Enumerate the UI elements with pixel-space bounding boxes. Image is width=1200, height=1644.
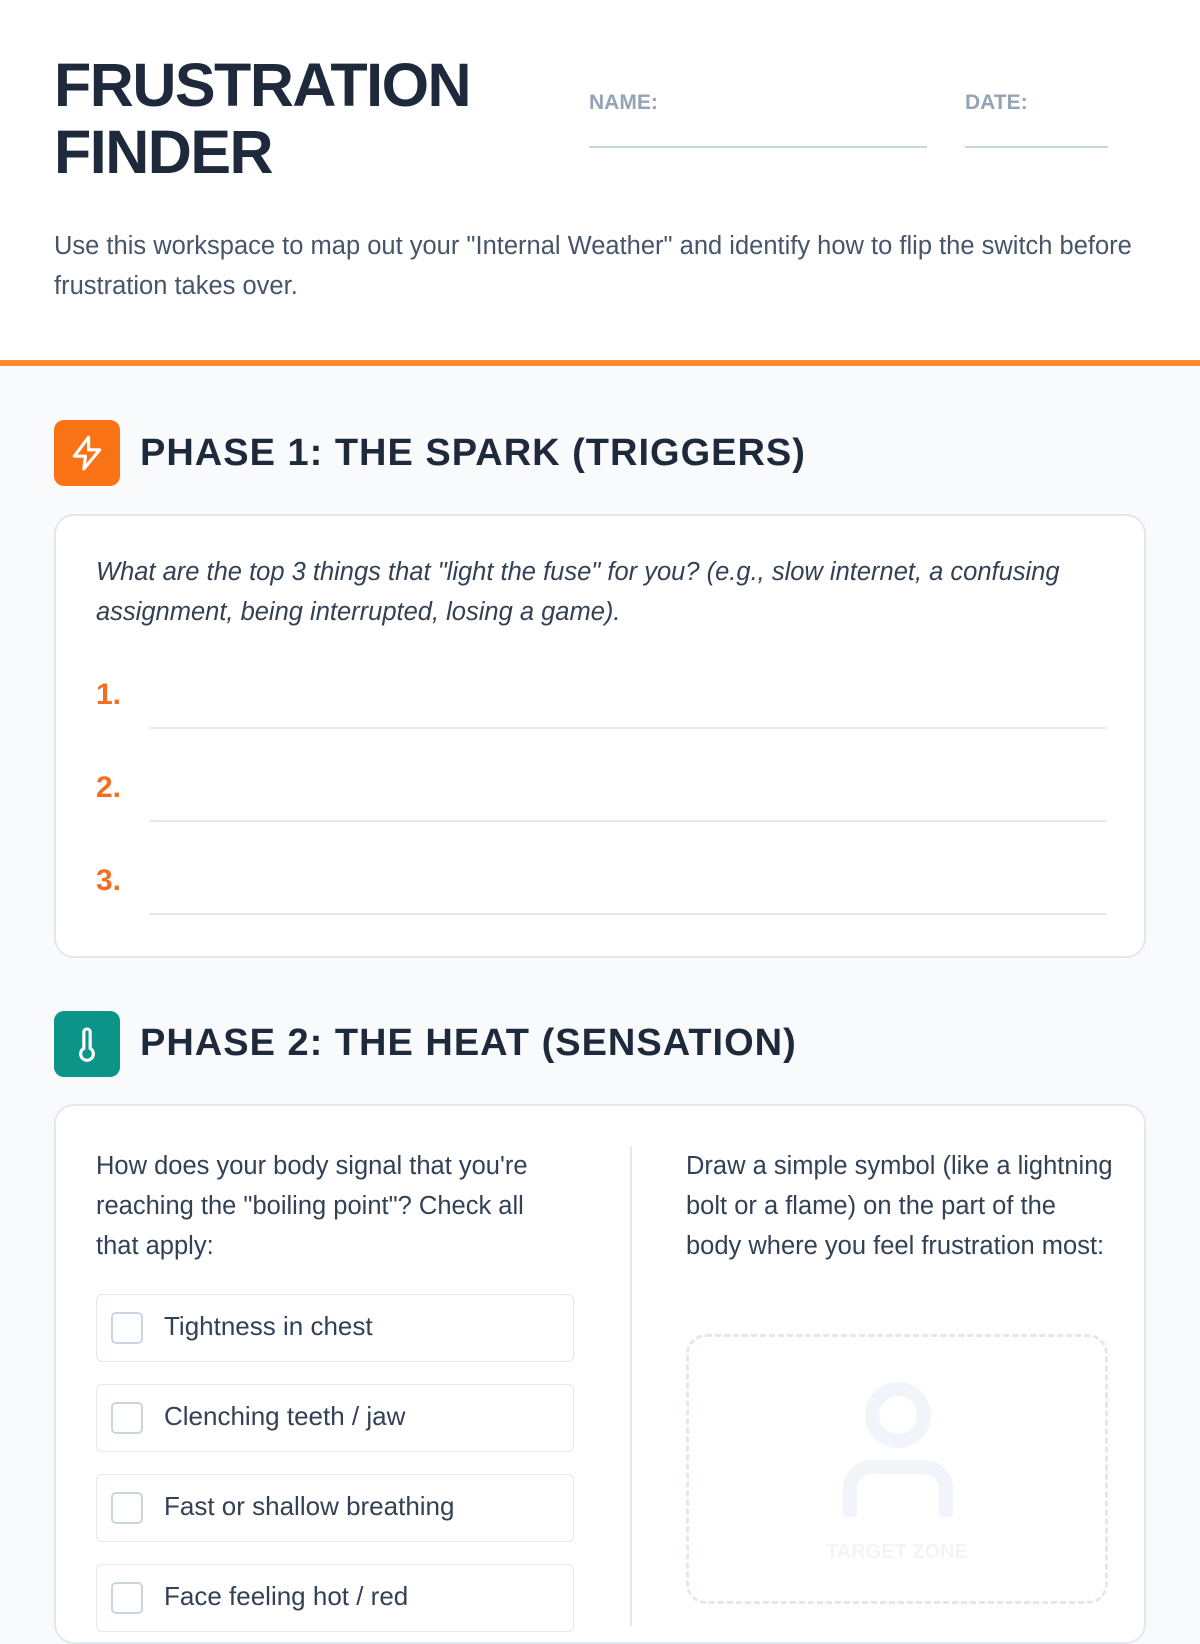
- lightning-bolt-icon: [54, 420, 120, 486]
- trigger-answer-3[interactable]: [150, 913, 1106, 915]
- checklist-item[interactable]: [96, 1564, 574, 1632]
- trigger-answer-1[interactable]: [150, 727, 1106, 729]
- phase2-card: [54, 1104, 1146, 1644]
- phase1-title: PHASE 1: THE SPARK (TRIGGERS): [140, 432, 806, 474]
- worksheet-header: [0, 0, 1200, 366]
- phase1-card: [54, 514, 1146, 958]
- trigger-number-1: 1.: [96, 678, 122, 711]
- worksheet-title: FRUSTRATION FINDER: [54, 51, 471, 186]
- phase2-title: PHASE 2: THE HEAT (SENSATION): [140, 1022, 797, 1064]
- trigger-answer-2[interactable]: [150, 820, 1106, 822]
- thermometer-icon: [54, 1011, 120, 1077]
- target-zone-drawing-area[interactable]: [686, 1334, 1108, 1604]
- name-field[interactable]: [589, 146, 927, 148]
- checklist-item[interactable]: [96, 1294, 574, 1362]
- intro-text: Use this workspace to map out your "Internal Weather" and identify how to flip the switch before frustration takes over.: [54, 232, 1132, 300]
- checklist-label: Clenching teeth / jaw: [164, 1401, 406, 1431]
- checklist-item[interactable]: [96, 1384, 574, 1452]
- person-icon: [843, 1381, 953, 1517]
- phase1-prompt: What are the top 3 things that "light the fuse" for you? (e.g., slow internet, a confusing assignment, being interrupted, losing a game).: [96, 558, 1060, 626]
- phase2-right-prompt: Draw a simple symbol (like a lightning bolt or a flame) on the part of the body where you feel frustration most:: [686, 1152, 1113, 1260]
- checkbox[interactable]: [111, 1312, 143, 1344]
- checkbox[interactable]: [111, 1402, 143, 1434]
- date-field[interactable]: [965, 146, 1108, 148]
- checkbox[interactable]: [111, 1492, 143, 1524]
- column-divider: [630, 1146, 632, 1626]
- trigger-number-3: 3.: [96, 864, 122, 897]
- checklist-label: Fast or shallow breathing: [164, 1491, 455, 1521]
- phase2-left-prompt: How does your body signal that you're reaching the "boiling point"? Check all that apply:: [96, 1152, 528, 1260]
- date-label: DATE:: [965, 91, 1028, 114]
- checklist-item[interactable]: [96, 1474, 574, 1542]
- checklist-label: Tightness in chest: [164, 1311, 373, 1341]
- name-label: NAME:: [589, 91, 658, 114]
- checkbox[interactable]: [111, 1582, 143, 1614]
- checklist-label: Face feeling hot / red: [164, 1581, 409, 1611]
- target-zone-label: TARGET ZONE: [826, 1541, 968, 1563]
- trigger-number-2: 2.: [96, 771, 122, 804]
